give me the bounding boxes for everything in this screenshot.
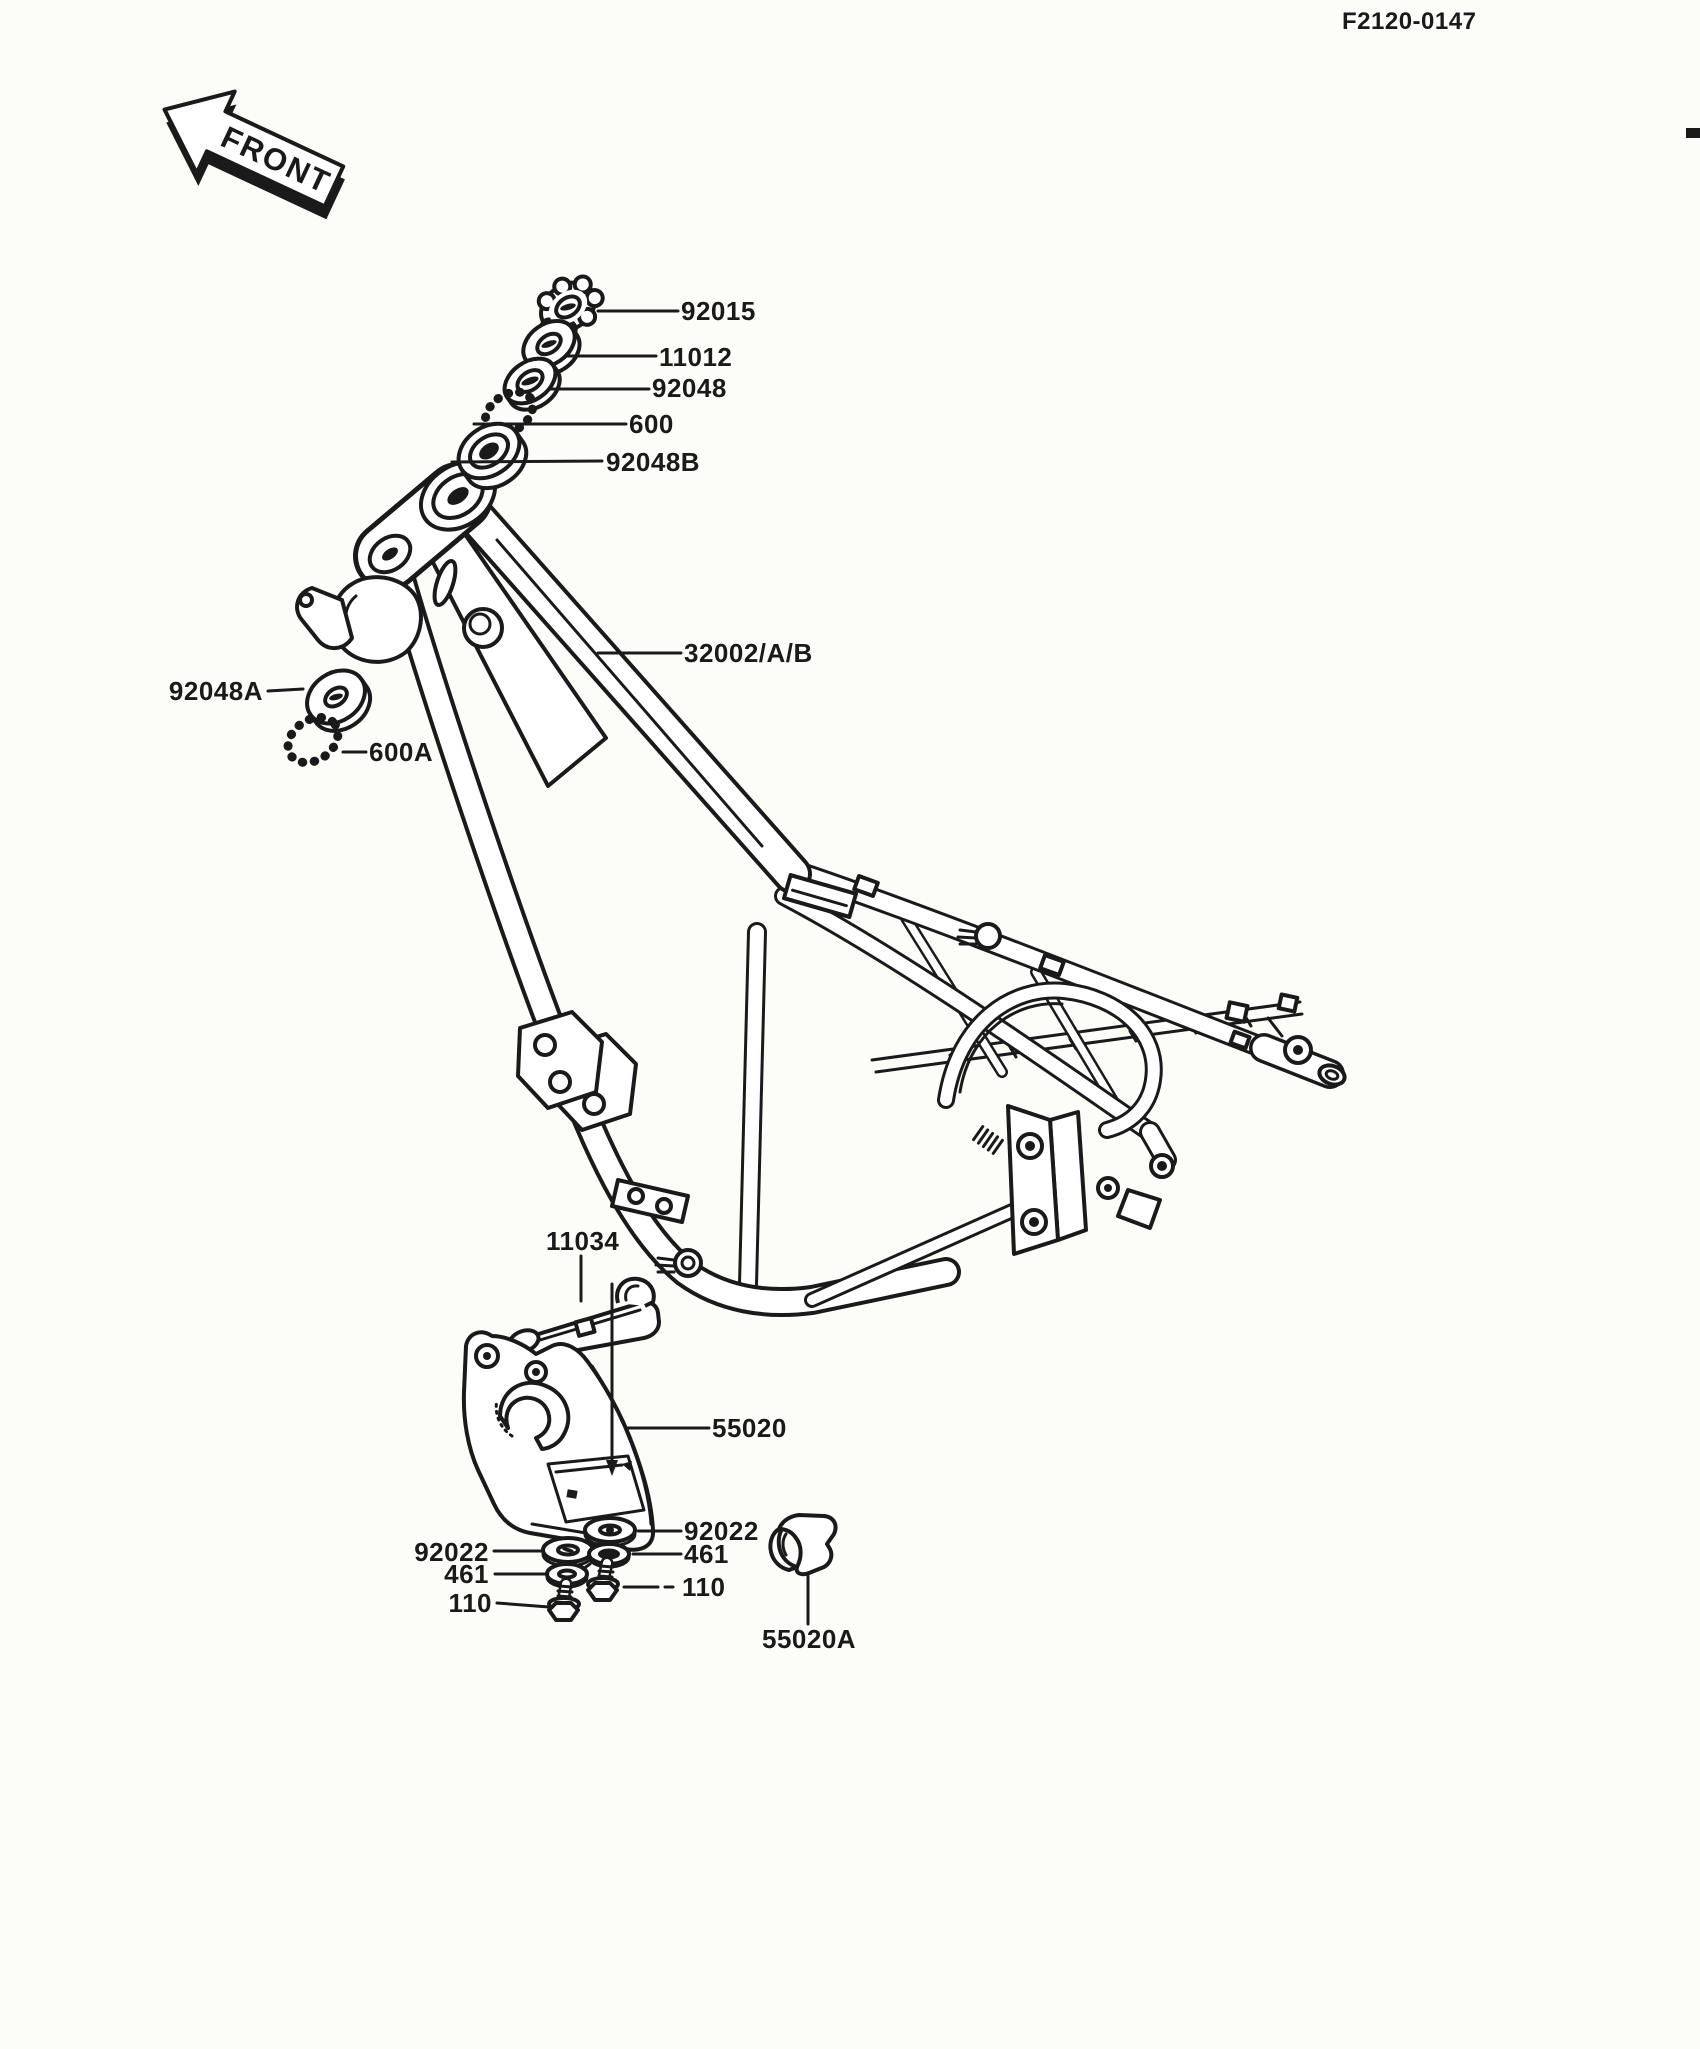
part-label-55020: 55020: [712, 1413, 787, 1443]
front-direction-arrow: [141, 68, 359, 241]
part-label-600: 600: [629, 409, 674, 439]
part-label-461-right: 461: [684, 1539, 729, 1569]
washer-92022-right-drawing: [585, 1518, 635, 1546]
part-label-461-left: 461: [444, 1559, 489, 1589]
part-label-92022-right: 92022: [684, 1516, 759, 1546]
bolt-110-right-drawing: [588, 1563, 618, 1600]
part-label-110-right: 110: [682, 1572, 726, 1602]
bracket-11034-drawing: [506, 1279, 659, 1357]
part-label-110-left: 110: [448, 1588, 492, 1618]
bearing-race-92048A-drawing: [297, 660, 380, 742]
part-label-32002: 32002/A/B: [684, 638, 813, 668]
part-label-92048A: 92048A: [168, 676, 263, 706]
part-label-92048: 92048: [652, 373, 727, 403]
engine-mount-plates: [518, 1012, 636, 1130]
rear-upper-tip: [1264, 1018, 1347, 1088]
part-label-55020A: 55020A: [762, 1624, 857, 1654]
document-code: F2120-0147: [1342, 8, 1477, 35]
pivot-plates: [1008, 1106, 1086, 1254]
hardware-left-drawing: [543, 1538, 593, 1620]
bolt-110-left-drawing: [549, 1584, 579, 1620]
scan-artifact: [1686, 128, 1700, 138]
spring-coil: [974, 1127, 1003, 1154]
part-label-92015: 92015: [681, 296, 756, 326]
part-label-11034: 11034: [546, 1226, 620, 1256]
part-label-92048B: 92048B: [606, 447, 701, 477]
front-marker-text: FRONT: [215, 119, 337, 201]
part-label-92022-left: 92022: [414, 1537, 489, 1567]
washer-92022-left-drawing: [543, 1538, 593, 1566]
part-label-11012: 11012: [659, 342, 733, 372]
battery-case-55020-drawing: [464, 1332, 653, 1549]
part-label-600A: 600A: [369, 737, 434, 767]
clamp-55020A-drawing: [770, 1515, 835, 1574]
frame-drawing: [297, 448, 1347, 1302]
rear-lower-tip: [1098, 1132, 1173, 1228]
